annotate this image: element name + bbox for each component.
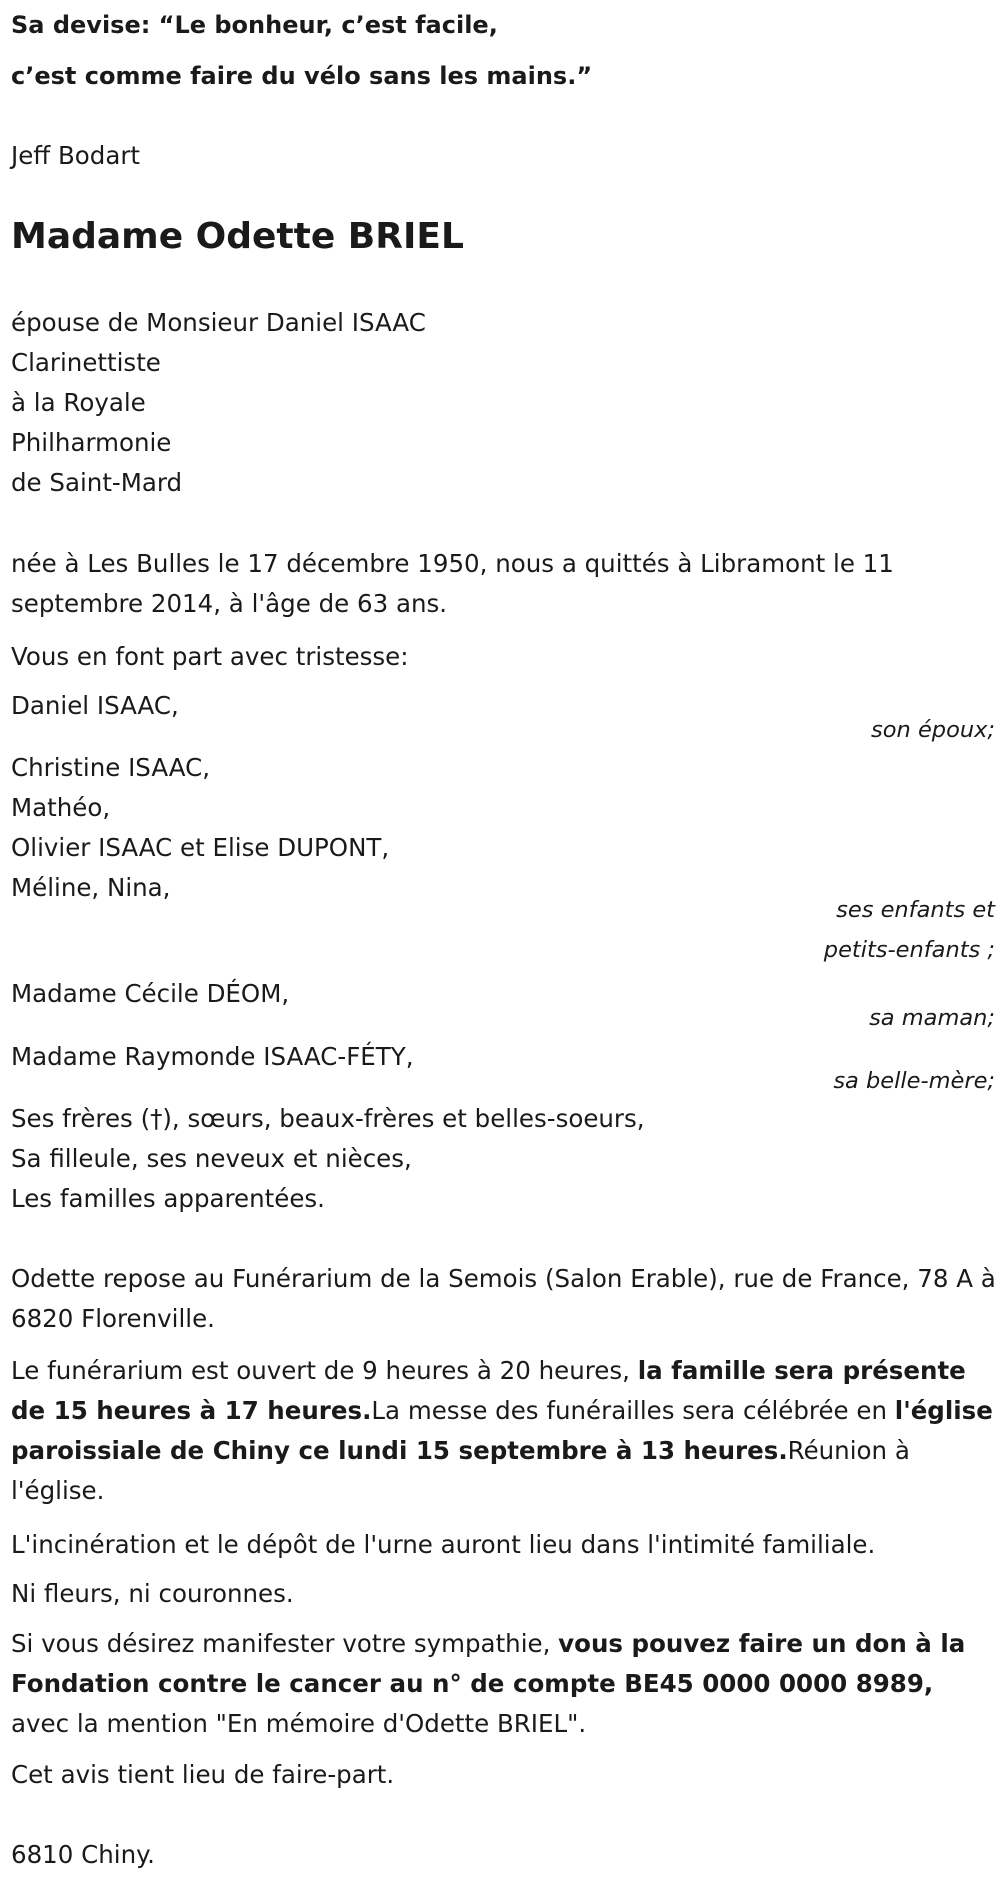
family-children (11, 748, 996, 908)
donation-part-2: avec la mention "En mémoire d'Odette BRIEL". (11, 1709, 587, 1738)
family-mother-in-law-role: sa belle-mère; (833, 1068, 995, 1094)
birth-death-text: née à Les Bulles le 17 décembre 1950, nous a quittés à Libramont le 11 septembre 2014, à l'âge de 63 ans. (11, 549, 894, 618)
family-mother-name: Madame Cécile DÉOM, (11, 979, 290, 1008)
family-spouse-name: Daniel ISAAC, (11, 691, 179, 720)
spouse-block (11, 303, 996, 503)
announce-intro: Vous en font part avec tristesse: (11, 642, 409, 671)
donation-text (11, 1624, 996, 1744)
family-mother-role: sa maman; (869, 1005, 995, 1031)
spouse-line: Clarinettiste (11, 348, 161, 377)
incineration-text: L'incinération et le dépôt de l'urne auront lieu dans l'intimité familiale. (11, 1530, 876, 1559)
child-name: Olivier ISAAC et Elise DUPONT, (11, 833, 390, 862)
visiting-text (11, 1351, 996, 1511)
no-flowers-text: Ni fleurs, ni couronnes. (11, 1579, 294, 1608)
family-others-line: Sa filleule, ses neveux et nièces, (11, 1144, 412, 1173)
spouse-line: épouse de Monsieur Daniel ISAAC (11, 308, 426, 337)
location-text: 6810 Chiny. (11, 1840, 155, 1869)
spouse-line: de Saint-Mard (11, 468, 183, 497)
donation-bold: vous pouvez faire un don à la Fondation contre le cancer au n° de compte BE45 0000 0000 8989, (11, 1629, 966, 1698)
visiting-bold-1: la famille sera présente de 15 heures à 17 heures. (11, 1356, 966, 1425)
repose-text: Odette repose au Funérarium de la Semois (Salon Erable), rue de France, 78 A à 6820 Florenville. (11, 1264, 996, 1333)
motto-author: Jeff Bodart (11, 141, 141, 170)
notice-text: Cet avis tient lieu de faire-part. (11, 1760, 395, 1789)
family-spouse-role: son époux; (871, 717, 995, 743)
visiting-part-1: Le funérarium est ouvert de 9 heures à 20 heures, (11, 1356, 638, 1385)
motto (11, 0, 971, 102)
child-name: Mathéo, (11, 793, 111, 822)
visiting-bold-2: l'église paroissiale de Chiny ce lundi 15 septembre à 13 heures. (11, 1396, 993, 1465)
child-name: Méline, Nina, (11, 873, 171, 902)
family-mother-in-law-name: Madame Raymonde ISAAC-FÉTY, (11, 1042, 414, 1071)
motto-line-1: Sa devise: “Le bonheur, c’est facile, (11, 11, 498, 39)
children-role-line-1: ses enfants et (836, 897, 995, 923)
family-others-line: Ses frères (†), sœurs, beaux-frères et belles-soeurs, (11, 1104, 645, 1133)
visiting-part-3: Réunion à l'église. (11, 1436, 910, 1505)
donation-part-1: Si vous désirez manifester votre sympathie, (11, 1629, 559, 1658)
spouse-line: Philharmonie (11, 428, 172, 457)
motto-line-2: c’est comme faire du vélo sans les mains.” (11, 62, 593, 90)
family-others-line: Les familles apparentées. (11, 1184, 325, 1213)
family-others (11, 1099, 996, 1219)
children-role-line-2: petits-enfants ; (823, 937, 995, 963)
child-name: Christine ISAAC, (11, 753, 210, 782)
visiting-part-2: La messe des funérailles sera célébrée en (371, 1396, 895, 1425)
spouse-line: à la Royale (11, 388, 146, 417)
family-children-role (824, 890, 995, 970)
deceased-name: Madame Odette BRIEL (11, 216, 464, 257)
